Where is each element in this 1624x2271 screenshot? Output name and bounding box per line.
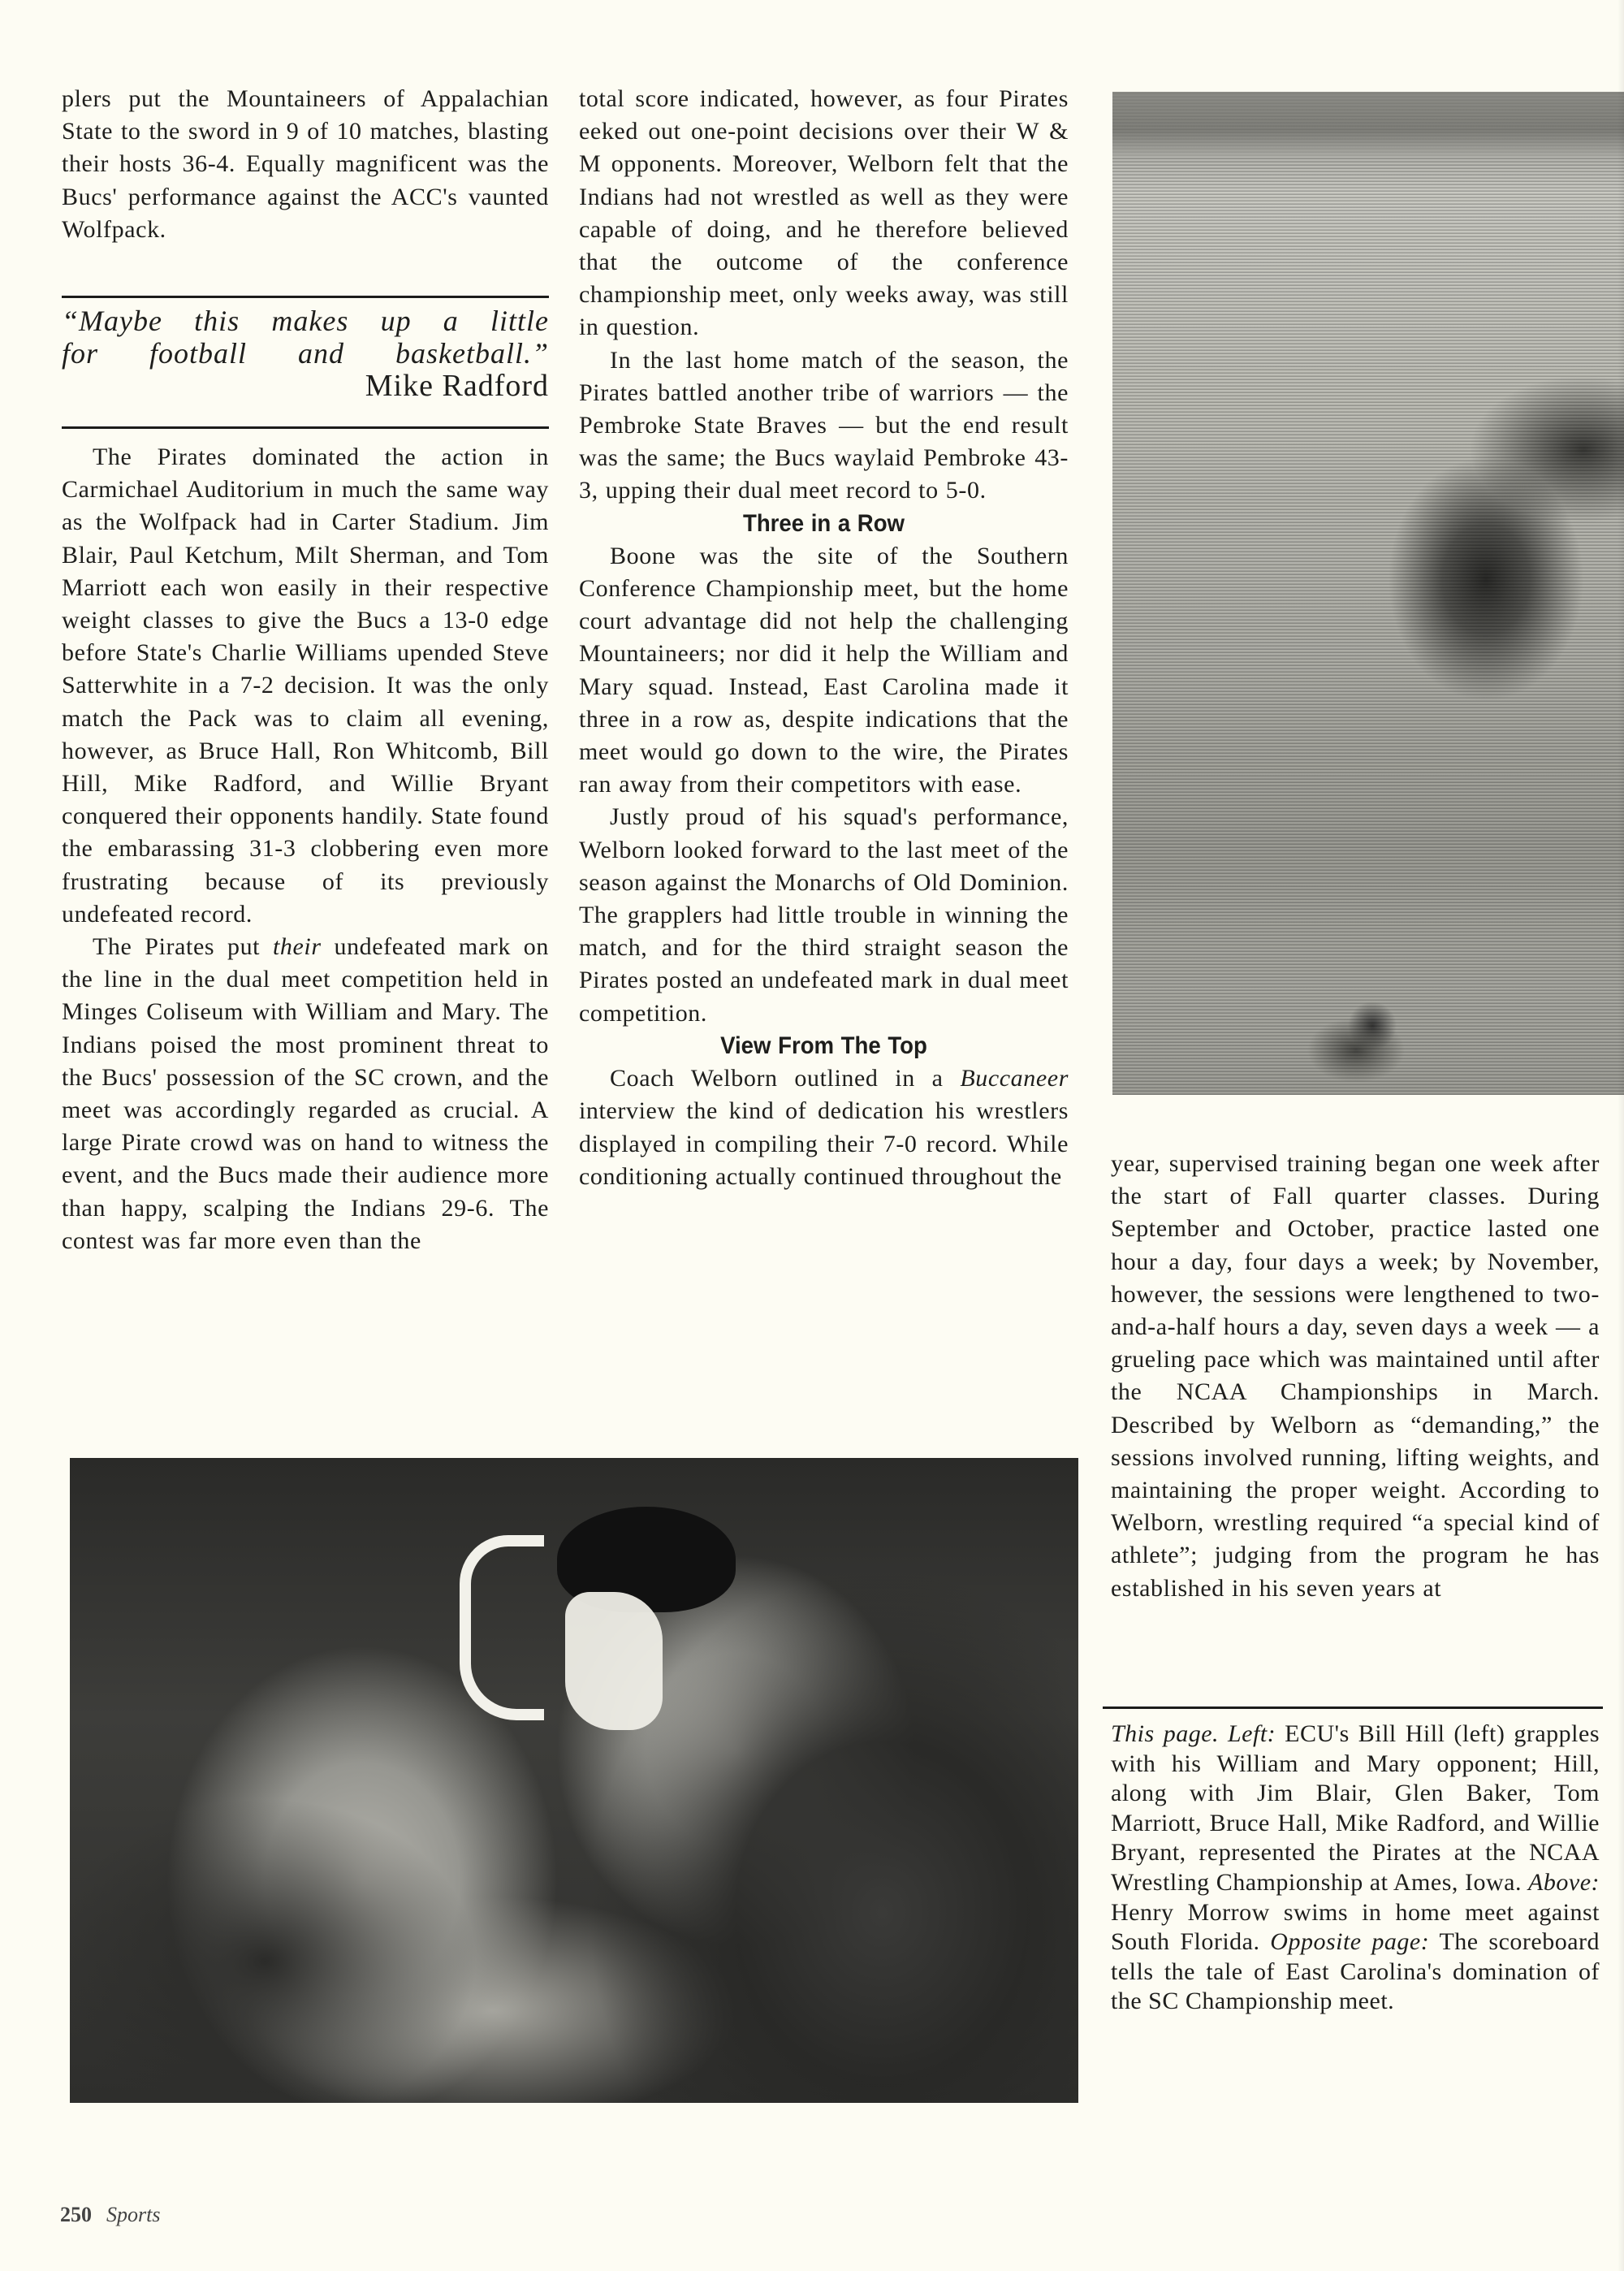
middle-paragraph-3: Boone was the site of the Southern Conference Championship meet, but the home court advantage did not help the challenging Mountaineers; nor did it help the William and Mary squad. Instead, East Carolina made it three in a row as, despite indications that the meet would go down to the wire, the Pirates ran away from their competitors with ease. xyxy=(579,542,1069,798)
swimming-photo xyxy=(1112,92,1624,1095)
caption-text-1: ECU's Bill Hill (left) grapples with his William and Mary opponent; Hill, along with Jim Blair, Glen Baker, Tom Marriott, Bruce Hall, Mike Radford, and Willie Bryant, represented the Pirates at the NCAA Wrestling Championship at Ames, Iowa. xyxy=(1111,1720,1600,1896)
caption-label-this-page-left: This page. Left: xyxy=(1111,1720,1276,1747)
caption-text-2: Henry Morrow swims in home meet against South Florida. xyxy=(1111,1898,1600,1956)
publication-name-buccaneer: Buccaneer xyxy=(960,1065,1069,1092)
left-paragraph-2: The Pirates dominated the action in Carmichael Auditorium in much the same way as the Wolfpack had in Carter Stadium. Jim Blair, Paul Ketchum, Milt Sherman, and Tom Marriott each won easily in their respective weight classes to give the Bucs a 13-0 edge before State's Charlie Williams upended Steve Satterwhite in a 7-2 decision. It was the only match the Pack was to claim all evening, however, as Bruce Hall, Ron Whitcomb, Bill Hill, Mike Radford, and Willie Bryant conquered their opponents handily. State found the embarassing 31-3 clobbering even more frustrating because of its previously undefeated record. xyxy=(62,443,549,928)
left-column-intro xyxy=(62,83,549,246)
swimming-photo-pool-edge xyxy=(1112,92,1624,157)
middle-paragraph-5-start: Coach Welborn outlined in a xyxy=(610,1065,961,1092)
photo-caption xyxy=(1111,1719,1600,2017)
page-folio xyxy=(60,2203,160,2227)
heading-three-in-a-row: Three in a Row xyxy=(742,509,905,537)
caption-text xyxy=(1111,1719,1600,2017)
left-intro-paragraph: plers put the Mountaineers of Appalachian State to the sword in 9 of 10 matches, blasting their hosts 36-4. Equally magnificent was the Bucs' performance against the ACC's vaunted Wolfpack. xyxy=(62,85,549,243)
binding-shadow xyxy=(1618,0,1624,2271)
caption-text-3: The scoreboard tells the tale of East Carolina's domination of the SC Championship meet. xyxy=(1111,1928,1600,2015)
left-column-body xyxy=(62,441,549,1257)
left-paragraph-3-emphasis: their xyxy=(272,933,322,961)
caption-label-above: Above: xyxy=(1528,1868,1600,1896)
right-paragraph: year, supervised training began one week after the start of Fall quarter classes. During September and October, practice lasted one hour a day, four days a week; by November, however, the sessions were lengthened to two-and-a-half hours a day, seven days a week — a grueling pace which was maintained until after the NCAA Championships in March. Described by Welborn as “demanding,” the sessions involved running, lifting weights, and maintaining the proper weight. According to Welborn, wrestling required “a special kind of athlete”; judging from the program he has established in his seven years at xyxy=(1111,1150,1600,1602)
left-paragraph-3-end: undefeated mark on the line in the dual meet competition held in Minges Coliseum with William and Mary. The Indians poised the most prominent threat to the Bucs' possession of the SC crown, and the meet was accordingly regarded as crucial. A large Pirate crowd was on hand to witness the event, and the Bucs made their audience more than happy, scalping the Indians 29-6. The contest was far more even than the xyxy=(62,933,549,1254)
middle-paragraph-5-end: interview the kind of dedication his wrestlers displayed in compiling their 7-0 record. While conditioning actually continued throughout the xyxy=(579,1097,1069,1190)
right-column xyxy=(1111,1148,1600,1605)
pull-quote-top-rule xyxy=(62,296,549,298)
section-name: Sports xyxy=(106,2203,161,2226)
middle-paragraph-1: total score indicated, however, as four Pirates eeked out one-point decisions over their W & M opponents. Moreover, Welborn felt that the Indians had not wrestled as well as they were capable of doing, and he therefore believed that the outcome of the conference championship meet, only weeks away, was still in question. xyxy=(579,85,1069,341)
middle-column xyxy=(579,83,1069,1193)
pull-quote-line-2: for football and basketball.” xyxy=(62,337,549,370)
pull-quote-line-1: “Maybe this makes up a little xyxy=(62,305,549,337)
heading-view-from-the-top: View From The Top xyxy=(720,1032,927,1059)
middle-paragraph-4: Justly proud of his squad's performance, Welborn looked forward to the last meet of the season against the Monarchs of Old Dominion. The grapplers had little trouble in winning the match, and for the third straight season the Pirates posted an undefeated mark in dual meet competition. xyxy=(579,803,1069,1027)
left-paragraph-3 xyxy=(62,931,549,1257)
pull-quote-attribution: Mike Radford xyxy=(365,369,549,403)
wrestling-photo xyxy=(70,1458,1078,2103)
middle-paragraph-2: In the last home match of the season, the Pirates battled another tribe of warriors — the Pembroke State Braves — but the end result was the same; the Bucs waylaid Pembroke 43-3, upping their dual meet record to 5-0. xyxy=(579,346,1069,504)
left-paragraph-3-start: The Pirates put xyxy=(93,933,273,961)
wrestler-headgear-left xyxy=(460,1535,544,1720)
pull-quote-bottom-rule xyxy=(62,426,549,429)
caption-label-opposite-page: Opposite page: xyxy=(1270,1928,1430,1956)
page-number: 250 xyxy=(60,2203,92,2226)
pull-quote xyxy=(62,305,549,402)
wrestler-headgear-right xyxy=(565,1592,663,1730)
middle-paragraph-5 xyxy=(579,1062,1069,1193)
caption-rule xyxy=(1103,1706,1603,1709)
